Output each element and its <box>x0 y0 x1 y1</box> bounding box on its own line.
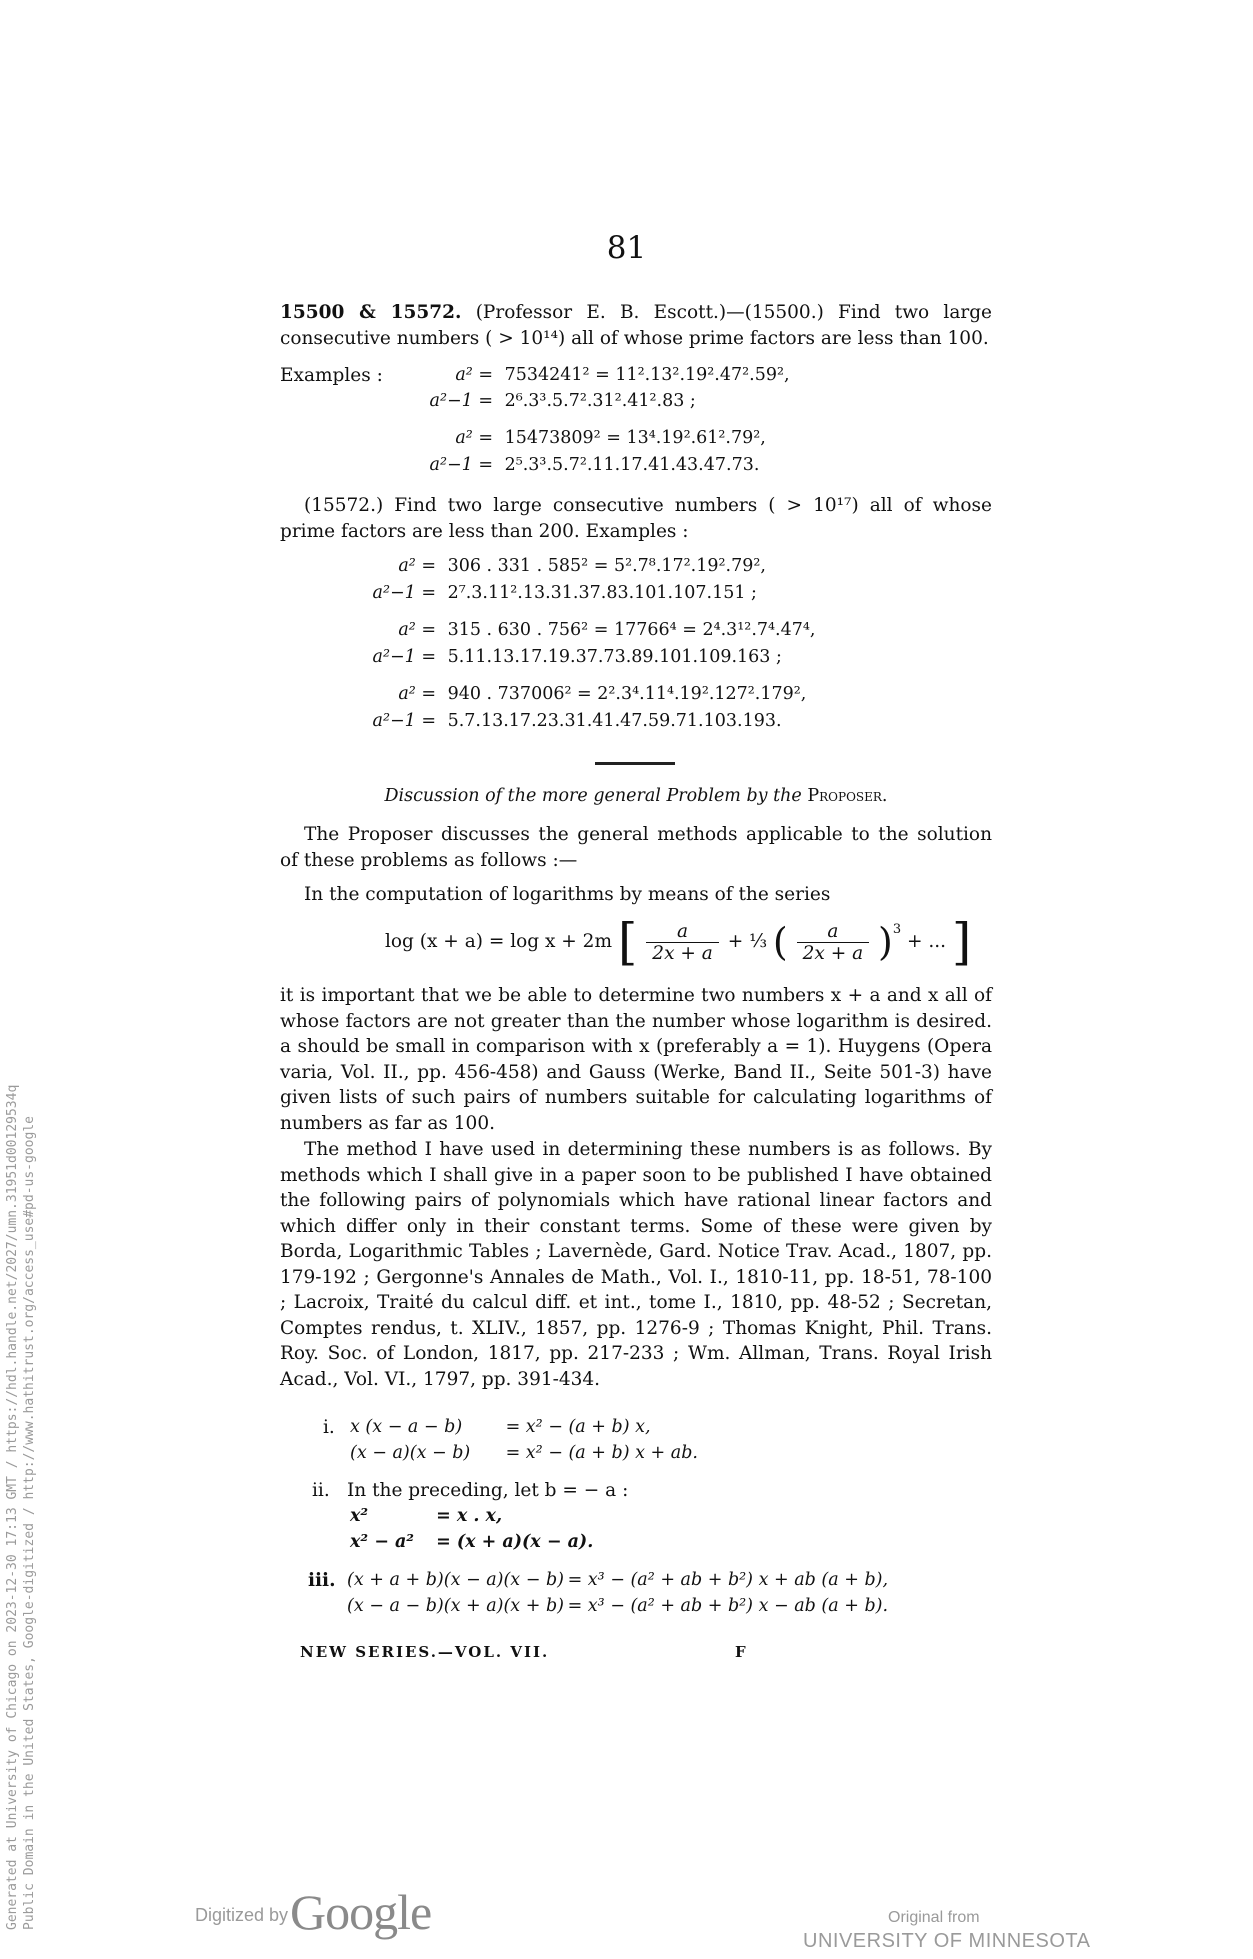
example-2-line-3: a² = 315 . 630 . 756² = 17766⁴ = 2⁴.3¹².7⁴.47⁴, <box>398 620 816 640</box>
side-watermark <box>4 1085 38 1930</box>
section-divider <box>595 762 675 765</box>
identity-i-label: i. <box>323 1417 335 1438</box>
problem-ids: 15500 & 15572. <box>280 302 462 323</box>
example-1-line-2: a²−1 = 2⁶.3³.5.7².31².41².83 ; <box>429 391 696 411</box>
google-logo: Google <box>290 1884 432 1940</box>
identity-ii-text: In the preceding, let b = − a : <box>347 1480 629 1501</box>
example-1-line-1: a² = 7534241² = 11².13².19².47².59², <box>455 365 790 385</box>
log-series-formula: log (x + a) = log x + 2m [ $\frac{a}{2x + a}$ + ⅓ ( $\frac{a}{2x + a}$ )$^3$ + ... ] <box>385 913 972 971</box>
side-watermark-line-2: Public Domain in the United States, Google-digitized / http://www.hathitrust.org/access_use#pd-us-google <box>22 1116 37 1930</box>
discussion-heading: Discussion of the more general Problem by the Proposer. <box>384 786 888 806</box>
formula-fraction-2: $\frac{a}{2x + a}$ <box>797 921 870 964</box>
identity-ii-line-1: x² = x . x, <box>350 1506 503 1526</box>
example-2-line-2: a²−1 = 2⁷.3.11².13.31.37.83.101.107.151 ; <box>372 583 757 603</box>
example-2-line-4: a²−1 = 5.11.13.17.19.37.73.89.101.109.163 ; <box>372 647 782 667</box>
example-1-line-3: a² = 15473809² = 13⁴.19².61².79², <box>455 428 766 448</box>
digitized-by-label: Digitized by <box>195 1905 289 1925</box>
discussion-paragraph-3: it is important that we be able to determine two numbers x + a and x all of whose factors are not greater than the number whose logarithm is desired. a should be small in comparison with x (preferably a = 1). Huygens (Opera varia, Vol. II., pp. 456-458) and Gauss (Werke, Band II., Seite 501-3) have given lists of such pairs of numbers suitable for calculating logarithms of numbers as far as 100. <box>280 985 992 1134</box>
page-number: 81 <box>606 230 647 266</box>
formula-lhs: log (x + a) = log x + 2m <box>385 931 612 952</box>
identity-ii-label: ii. <box>312 1480 330 1501</box>
examples-label: Examples : <box>280 365 383 386</box>
footer-series: NEW SERIES.—VOL. VII. <box>300 1643 550 1661</box>
university-label: UNIVERSITY OF MINNESOTA <box>803 1930 1091 1952</box>
example-2-line-1: a² = 306 . 331 . 585² = 5².7⁸.17².19².79², <box>398 556 766 576</box>
formula-fraction-1: $\frac{a}{2x + a}$ <box>646 921 719 964</box>
problem-part-2-intro: (15572.) Find two large consecutive numbers ( > 10¹⁷) all of whose prime factors are less than 200. Examples : <box>280 495 992 542</box>
problem-statement <box>280 300 992 351</box>
problem-intro: (Professor E. B. Escott.)—(15500.) Find two large consecutive numbers ( > 10¹⁴) all of whose prime factors are less than 100. <box>280 302 992 349</box>
identity-i-line-1: x (x − a − b) = x² − (a + b) x, <box>350 1417 651 1437</box>
side-watermark-line-1: Generated at University of Chicago on 2023-12-30 17:13 GMT / https://hdl.handle.net/2027/umn.31951d00129534q <box>5 1084 20 1930</box>
identity-iii-line-1: (x + a + b)(x − a)(x − b) = x³ − (a² + ab + b²) x + ab (a + b), <box>347 1570 889 1590</box>
discussion-paragraph-1: The Proposer discusses the general methods applicable to the solution of these problems as follows :— <box>280 824 992 871</box>
identity-i-line-2: (x − a)(x − b) = x² − (a + b) x + ab. <box>350 1443 698 1463</box>
identity-iii-label: iii. <box>308 1570 336 1591</box>
discussion-paragraph-4: The method I have used in determining these numbers is as follows. By methods which I shall give in a paper soon to be published I have obtained the following pairs of polynomials which have rational linear factors and which differ only in their constant terms. Some of these were given by Borda, Logarithmic Tables ; Lavernède, Gard. Notice Trav. Acad., 1807, pp. 179-192 ; Gergonne's Annales de Math., Vol. I., 1810-11, pp. 18-51, 78-100 ; Lacroix, Traité du calcul diff. et int., tome I., 1810, pp. 48-52 ; Secretan, Comptes rendus, t. XLIV., 1857, pp. 1276-9 ; Thomas Knight, Phil. Trans. Roy. Soc. of London, 1817, pp. 217-233 ; Wm. Allman, Trans. Royal Irish Acad., Vol. VI., 1797, pp. 391-434. <box>280 1139 992 1390</box>
footer-signature: F <box>735 1643 746 1661</box>
identity-ii-line-2: x² − a² = (x + a)(x − a). <box>350 1532 594 1552</box>
example-2-line-6: a²−1 = 5.7.13.17.23.31.41.47.59.71.103.193. <box>372 711 782 731</box>
formula-tail: + ... <box>907 931 947 952</box>
formula-third: + ⅓ <box>727 931 767 952</box>
example-1-line-4: a²−1 = 2⁵.3³.5.7².11.17.41.43.47.73. <box>429 455 760 475</box>
example-2-line-5: a² = 940 . 737006² = 2².3⁴.11⁴.19².127².179², <box>398 684 807 704</box>
identity-iii-line-2: (x − a − b)(x + a)(x + b) = x³ − (a² + ab + b²) x − ab (a + b). <box>347 1596 889 1616</box>
original-from-label: Original from <box>888 1909 980 1926</box>
discussion-paragraph-2: In the computation of logarithms by means of the series <box>304 884 831 905</box>
